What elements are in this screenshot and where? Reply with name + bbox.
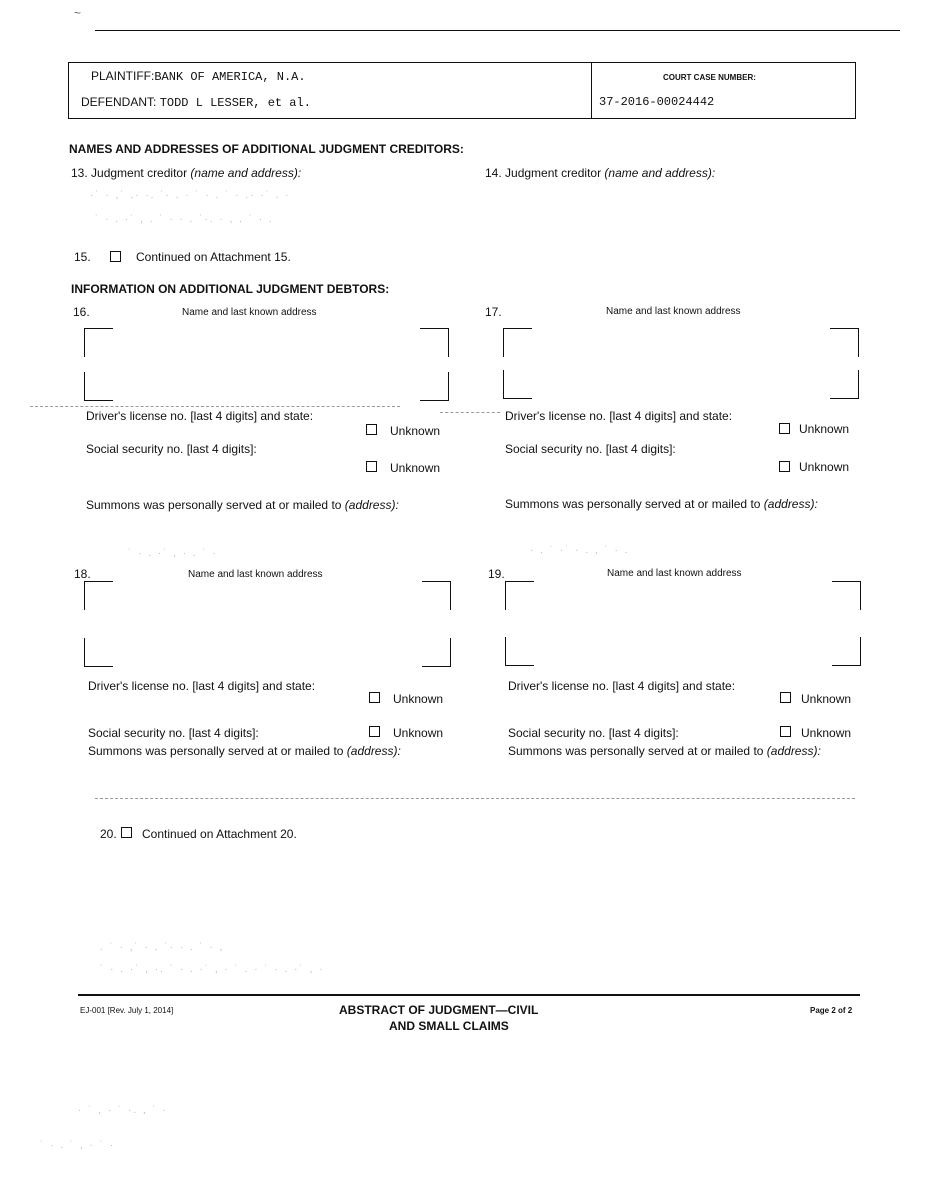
item-17-ssn-unknown-label: Unknown xyxy=(799,460,850,474)
item-16-number: 16. xyxy=(73,305,90,319)
item-16-ssn-label: Social security no. [last 4 digits]: xyxy=(86,442,257,456)
item-16-bracket-bl xyxy=(84,372,113,401)
item-16-dl-unknown-label: Unknown xyxy=(390,424,441,438)
item-13-label: Judgment creditor xyxy=(91,166,188,180)
item-18-ssn-label: Social security no. [last 4 digits]: xyxy=(88,726,259,740)
item-17-bracket-bl xyxy=(503,370,532,399)
item-18-dl-unknown-label: Unknown xyxy=(393,692,444,706)
item-17-dl-unknown-label: Unknown xyxy=(799,422,850,436)
item-18-bracket-br xyxy=(422,638,451,667)
item-19-dl-unknown-checkbox[interactable] xyxy=(780,692,791,703)
footer-title-line1: ABSTRACT OF JUDGMENT—CIVIL xyxy=(339,1003,539,1017)
scan-residue: . ˙ · ,˙ · . ˙· · . ˙ · , xyxy=(100,942,225,953)
corner-mark: ~ xyxy=(74,6,82,20)
scan-residue: ·˙ · ,˙ .· ·. ˙· . · ˙ · . ˙ · .· ·˙ . · xyxy=(90,190,291,201)
item-18-bracket-tr xyxy=(422,581,451,610)
item-19-summons-label: Summons was personally served at or mailed to xyxy=(508,744,764,758)
scan-residue: ˙ · . ·˙ , . ˙ · · . ˙·. · , . ˙ · . xyxy=(95,214,274,225)
item-17-summons-hint: (address): xyxy=(763,497,818,511)
plaintiff-label: PLAINTIFF: xyxy=(91,69,155,83)
scan-dash xyxy=(30,406,400,407)
item-19-dl-label: Driver's license no. [last 4 digits] and state: xyxy=(508,679,736,693)
case-number-label: COURT CASE NUMBER: xyxy=(663,73,756,82)
item-19-name-label: Name and last known address xyxy=(607,568,742,579)
scan-residue: · . ˙ ·˙ · . , ˙ · . xyxy=(530,545,630,556)
item-19-bracket-br xyxy=(832,637,861,666)
footer-title-line2: AND SMALL CLAIMS xyxy=(389,1019,509,1033)
item-19-number: 19. xyxy=(488,567,505,581)
item-16-summons-hint: (address): xyxy=(344,498,399,512)
item-19-ssn-unknown-label: Unknown xyxy=(801,726,852,740)
scan-dash xyxy=(440,412,500,413)
case-number-value: 37-2016-00024442 xyxy=(599,95,715,109)
item-16-bracket-tr xyxy=(420,328,449,357)
defendant-name: TODD L LESSER, et al. xyxy=(159,96,311,110)
item-16-bracket-br xyxy=(420,372,449,401)
item-19-bracket-tl xyxy=(505,581,534,610)
item-16-bracket-tl xyxy=(84,328,113,357)
item-14-number: 14. xyxy=(485,166,502,180)
item-16-summons-label: Summons was personally served at or mailed to xyxy=(86,498,342,512)
item-18-name-label: Name and last known address xyxy=(188,569,323,580)
item-19-dl-unknown-label: Unknown xyxy=(801,692,852,706)
item-18-dl-label: Driver's license no. [last 4 digits] and state: xyxy=(88,679,316,693)
plaintiff-name: BANK OF AMERICA, N.A. xyxy=(154,70,306,84)
item-16-summons xyxy=(86,498,399,512)
caption-box xyxy=(68,62,856,119)
item-18-bracket-tl xyxy=(84,581,113,610)
item-13-hint: (name and address): xyxy=(190,166,302,180)
item-18-number: 18. xyxy=(74,567,91,581)
item-19-ssn-label: Social security no. [last 4 digits]: xyxy=(508,726,679,740)
creditors-heading: NAMES AND ADDRESSES OF ADDITIONAL JUDGMENT CREDITORS: xyxy=(69,142,464,156)
defendant-line xyxy=(81,95,311,110)
item-20-checkbox[interactable] xyxy=(121,827,132,838)
item-19-summons xyxy=(508,744,821,758)
caption-divider xyxy=(591,63,592,118)
item-17-summons xyxy=(505,497,818,511)
item-17-ssn-label: Social security no. [last 4 digits]: xyxy=(505,442,676,456)
item-19-bracket-bl xyxy=(505,637,534,666)
item-13-number: 13. xyxy=(71,166,88,180)
scan-residue: ˙ · . ·˙ , · . ˙ · xyxy=(128,548,218,559)
item-16-ssn-unknown-checkbox[interactable] xyxy=(366,461,377,472)
item-18-dl-unknown-checkbox[interactable] xyxy=(369,692,380,703)
item-17-bracket-br xyxy=(830,370,859,399)
item-17-number: 17. xyxy=(485,305,502,319)
item-14 xyxy=(485,166,715,180)
item-17-bracket-tl xyxy=(503,328,532,357)
page-number: Page 2 of 2 xyxy=(810,1006,853,1015)
item-14-hint: (name and address): xyxy=(604,166,716,180)
defendant-label: DEFENDANT: xyxy=(81,95,157,109)
form-id: EJ-001 [Rev. July 1, 2014] xyxy=(80,1006,174,1015)
plaintiff-line xyxy=(91,69,306,84)
item-14-label: Judgment creditor xyxy=(505,166,602,180)
item-17-summons-label: Summons was personally served at or mailed to xyxy=(505,497,761,511)
scan-residue: · ˙ , · ˙ ·. , ˙ · xyxy=(78,1105,168,1116)
item-17-ssn-unknown-checkbox[interactable] xyxy=(779,461,790,472)
item-15-checkbox[interactable] xyxy=(110,251,121,262)
item-20-number: 20. xyxy=(100,827,117,841)
item-16-dl-unknown-checkbox[interactable] xyxy=(366,424,377,435)
item-15-label: Continued on Attachment 15. xyxy=(136,250,291,264)
item-17-dl-unknown-checkbox[interactable] xyxy=(779,423,790,434)
scan-residue: ˙ · . ·˙ , ·. ˙ · . ·˙ , · ˙ . · ˙ · . ·˙ , · xyxy=(100,964,325,975)
item-18-summons xyxy=(88,744,401,758)
item-18-summons-label: Summons was personally served at or mailed to xyxy=(88,744,344,758)
item-17-bracket-tr xyxy=(830,328,859,357)
item-16-ssn-unknown-label: Unknown xyxy=(390,461,441,475)
item-19-summons-hint: (address): xyxy=(766,744,821,758)
scan-residue: ˙ · . ˙ , · ˙ · xyxy=(40,1140,115,1151)
item-18-summons-hint: (address): xyxy=(346,744,401,758)
footer-rule xyxy=(78,994,860,996)
item-13 xyxy=(71,166,301,180)
item-19-ssn-unknown-checkbox[interactable] xyxy=(780,726,791,737)
item-19-bracket-tr xyxy=(832,581,861,610)
item-18-ssn-unknown-label: Unknown xyxy=(393,726,444,740)
scan-dash xyxy=(95,798,855,799)
item-16-name-label: Name and last known address xyxy=(182,307,317,318)
top-rule xyxy=(95,30,900,31)
item-18-bracket-bl xyxy=(84,638,113,667)
item-17-dl-label: Driver's license no. [last 4 digits] and state: xyxy=(505,409,733,423)
item-18-ssn-unknown-checkbox[interactable] xyxy=(369,726,380,737)
item-15-number: 15. xyxy=(74,250,91,264)
debtors-heading: INFORMATION ON ADDITIONAL JUDGMENT DEBTORS: xyxy=(71,282,390,296)
item-20-label: Continued on Attachment 20. xyxy=(142,827,297,841)
item-16-dl-label: Driver's license no. [last 4 digits] and state: xyxy=(86,409,314,423)
item-17-name-label: Name and last known address xyxy=(606,306,741,317)
